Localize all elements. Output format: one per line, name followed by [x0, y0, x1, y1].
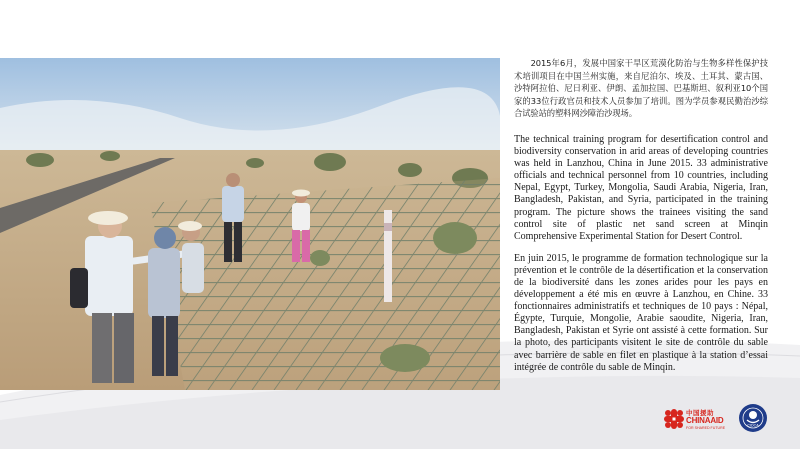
caption-english: The technical training program for desertification control and biodiversity conservation in arid areas of developing countries was held in Lanzhou, China in June 2015. 33 administrative officials and technical personnel from 10 countries, including Nepal, Egypt, Turkey, Mongolia, Saudi Arabia, Nigeria, Iran, Bangladesh, Pakistan, and Syria, participated in the training program. The picture shows the trainees visiting the sand control site of plastic net sand screen at Minqin Comprehensive Experimental Station for Desert Control. — [514, 133, 768, 242]
chinaaid-tagline: FOR SHARED FUTURE — [686, 426, 726, 430]
chinaaid-zh-text: 中国援助 — [686, 409, 714, 417]
chinaaid-knot-icon — [663, 408, 685, 430]
caption-french: En juin 2015, le programme de formation technologique sur la prévention et le contrôle de la désertification et la conservation de la biodiversité dans les zones arides pour les pays en développement a été mis en œuvre à Lanzhou, en Chine. 33 fonctionnaires administratifs et techniques de 10 pays : Népal, Égypte, Turquie, Mongolie, Arabie saoudite, Nigeria, Iran, Bangladesh, Pakistan et Syrie ont assisté à cette formation. Sur la photo, des participants visitent le site de contrôle du sable avec barrière de sable en filet en plastique à la station d’essai intégrée de contrôle du sable de Minqin. — [514, 252, 768, 373]
caption-column — [514, 57, 768, 374]
desert-training-photo — [0, 58, 500, 390]
chinaaid-en-text: CHINAAID — [686, 416, 724, 425]
cidca-emblem-text: CIDCA — [747, 423, 759, 428]
cidca-emblem-icon — [738, 403, 768, 433]
caption-chinese: 2015年6月，发展中国家干旱区荒漠化防治与生物多样性保护技术培训项目在中国兰州实施，来自尼泊尔、埃及、土耳其、蒙古国、沙特阿拉伯、尼日利亚、伊朗、孟加拉国、巴基斯坦、叙利亚10个国家的33位行政官员和技术人员参加了培训。图为学员参观民勤治沙综合试验站的塑料网沙障治沙现场。 — [514, 58, 768, 119]
chinaaid-logo — [663, 405, 725, 433]
